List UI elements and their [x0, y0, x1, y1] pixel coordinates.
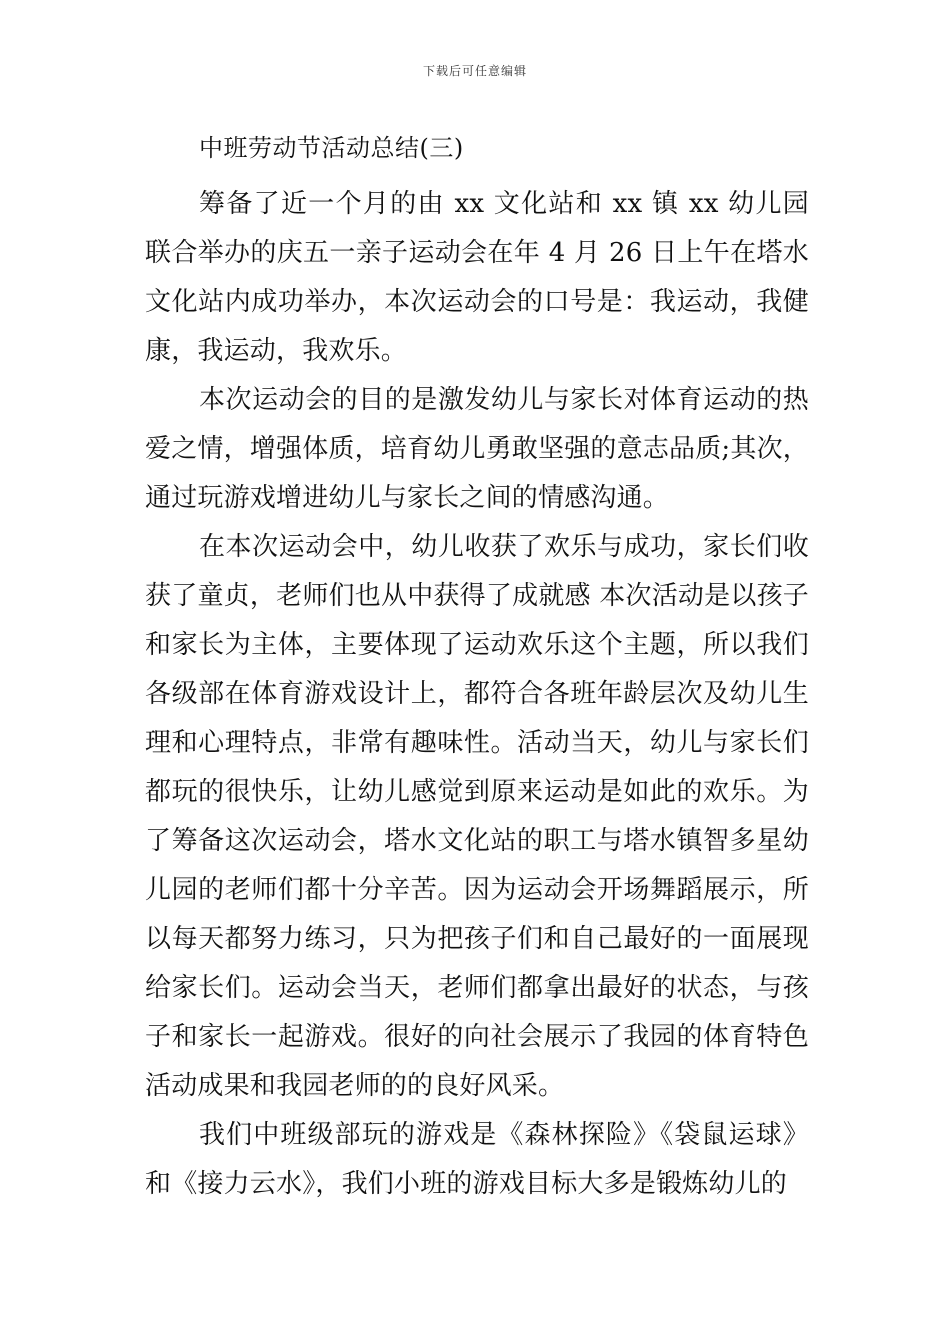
document-title: 中班劳动节活动总结(三)	[199, 134, 464, 162]
header-note: 下载后可任意编辑	[422, 64, 527, 78]
paragraph-intro: 筹备了近一个月的由 xx 文化站和 xx 镇 xx 幼儿园联合举办的庆五一亲子运动会在年 4 月 26 日上午在塔水文化站内成功举办，本次运动会的口号是：我运动，我健康，我运动，我欢乐。	[145, 189, 809, 366]
paragraph-purpose: 本次运动会的目的是激发幼儿与家长对体育运动的热爱之情，增强体质，培育幼儿勇敢坚强的意志品质;其次，通过玩游戏增进幼儿与家长之间的情感沟通。	[145, 385, 809, 513]
document-body	[145, 126, 809, 1209]
paragraph-games: 我们中班级部玩的游戏是《森林探险》《袋鼠运球》和《接力云水》，我们小班的游戏目标大多是锻炼幼儿的	[145, 1120, 809, 1199]
paragraph-outcome: 在本次运动会中，幼儿收获了欢乐与成功，家长们收获了童贞，老师们也从中获得了成就感 本次活动是以孩子和家长为主体，主要体现了运动欢乐这个主题，所以我们各级部在体育游戏设计上，都符合各班年龄层次及幼儿生理和心理特点，非常有趣味性。活动当天，幼儿与家长们都玩的很快乐，让幼儿感觉到原来运动是如此的欢乐。为了筹备这次运动会，塔水文化站的职工与塔水镇智多星幼儿园的老师们都十分辛苦。因为运动会开场舞蹈展示，所以每天都努力练习，只为把孩子们和自己最好的一面展现给家长们。运动会当天，老师们都拿出最好的状态，与孩子和家长一起游戏。很好的向社会展示了我园的体育特色活动成果和我园老师的的良好风采。	[145, 532, 809, 1101]
